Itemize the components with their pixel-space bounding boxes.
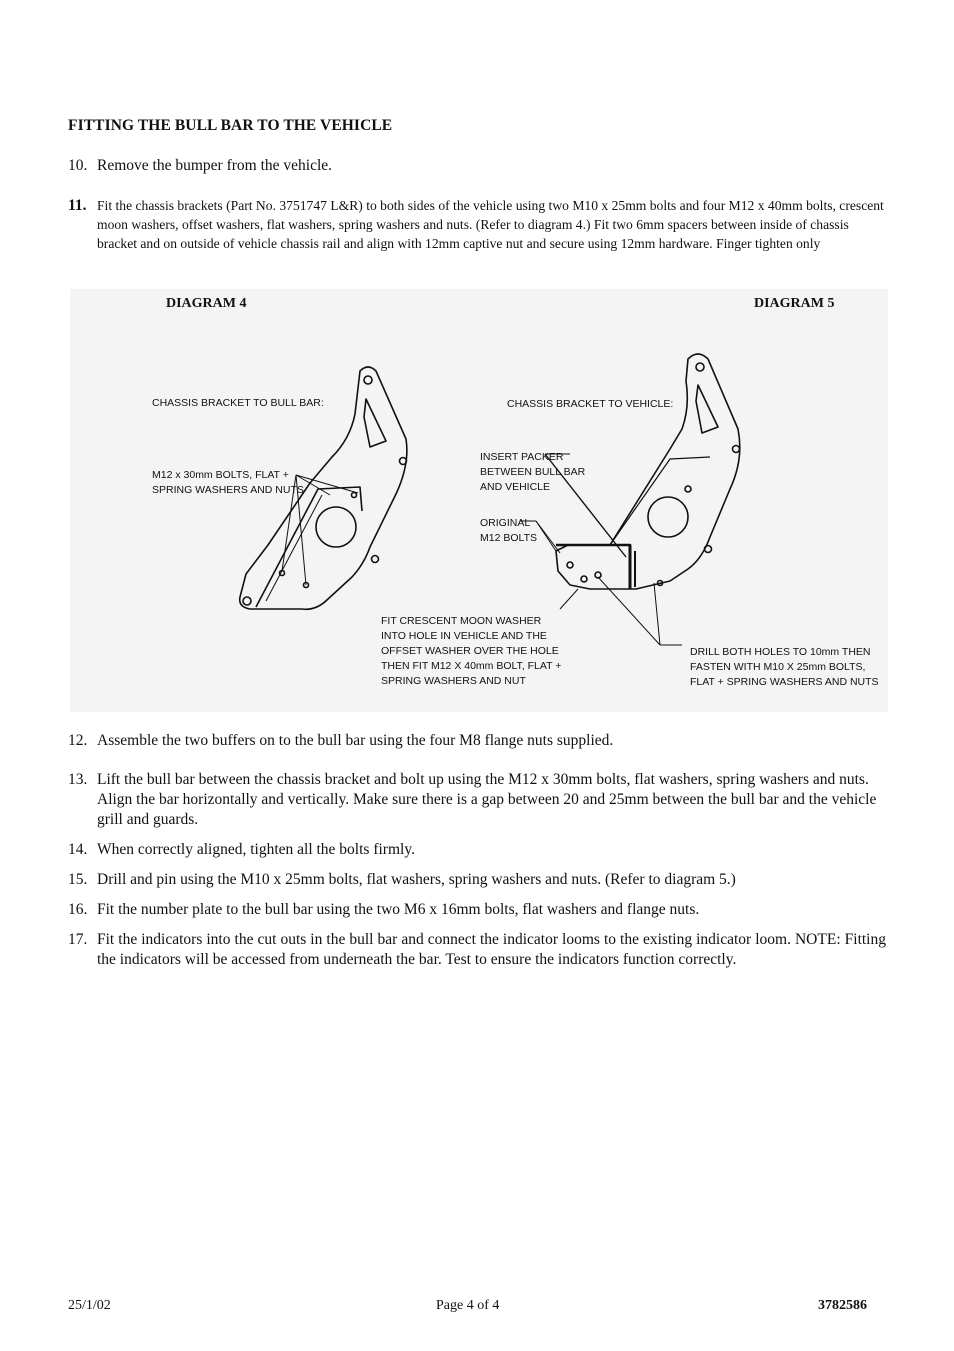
step-text: Lift the bull bar between the chassis bracket and bolt up using the M12 x 30mm bolts, flat washers, spring washers and nuts. Align the bar horizontally and vertically. Make sure there is a gap between 20 and 25mm between the bull bar and the vehicle grill and guards. bbox=[97, 771, 877, 828]
step-text: Fit the chassis brackets (Part No. 3751747 L&R) to both sides of the vehicle using two M10 x 25mm bolts and four M12 x 40mm bolts, crescent moon washers, offset washers, flat washers, spring washers and nuts. (Refer to diagram 4.) Fit two 6mm spacers between inside of chassis bracket and on outside of vehicle chassis rail and align with 12mm captive nut and secure using 12mm hardware. Finger tighten only bbox=[97, 198, 884, 251]
bracket-drawings bbox=[70, 289, 888, 712]
step-15 bbox=[68, 870, 886, 890]
callout-left-title: CHASSIS BRACKET TO BULL BAR: bbox=[152, 397, 324, 409]
callout-original-2: M12 BOLTS bbox=[480, 532, 537, 544]
step-number: 16. bbox=[68, 901, 88, 918]
step-13 bbox=[68, 770, 886, 830]
footer-date: 25/1/02 bbox=[68, 1298, 111, 1313]
step-text: Fit the number plate to the bull bar using the two M6 x 16mm bolts, flat washers and flange nuts. bbox=[97, 901, 700, 918]
diagram-5-bracket-inner bbox=[696, 385, 718, 433]
diagram-5-label: DIAGRAM 5 bbox=[754, 296, 835, 311]
step-10 bbox=[68, 156, 886, 176]
diagram-5-large-hole bbox=[648, 497, 688, 537]
diagram-5-hole-top bbox=[696, 363, 704, 371]
step-number: 10. bbox=[68, 157, 88, 174]
step-17 bbox=[68, 930, 886, 970]
step-text: Assemble the two buffers on to the bull bar using the four M8 flange nuts supplied. bbox=[97, 732, 614, 749]
callout-left-bolts-1: M12 x 30mm BOLTS, FLAT + bbox=[152, 469, 289, 481]
diagram-5-hole-right bbox=[733, 446, 740, 453]
step-12 bbox=[68, 731, 886, 751]
callout-packer-3: AND VEHICLE bbox=[480, 481, 551, 493]
step-16 bbox=[68, 900, 886, 920]
callout-crescent-3: OFFSET WASHER OVER THE HOLE bbox=[381, 645, 559, 657]
callout-drill-2: FASTEN WITH M10 X 25mm BOLTS, bbox=[690, 661, 866, 673]
footer-document-number: 3782586 bbox=[818, 1298, 867, 1313]
callout-packer-2: BETWEEN BULL BAR bbox=[480, 466, 586, 478]
step-number: 14. bbox=[68, 841, 88, 858]
step-number: 12. bbox=[68, 732, 88, 749]
step-number: 13. bbox=[68, 771, 88, 788]
callout-drill-3: FLAT + SPRING WASHERS AND NUTS bbox=[690, 676, 879, 688]
callout-drill-1: DRILL BOTH HOLES TO 10mm THEN bbox=[690, 646, 871, 658]
callout-crescent-5: SPRING WASHERS AND NUT bbox=[381, 675, 526, 687]
callout-crescent-2: INTO HOLE IN VEHICLE AND THE bbox=[381, 630, 547, 642]
step-text: When correctly aligned, tighten all the bolts firmly. bbox=[97, 841, 415, 858]
callout-crescent-1: FIT CRESCENT MOON WASHER bbox=[381, 615, 542, 627]
callout-packer-1: INSERT PACKER bbox=[480, 451, 564, 463]
installation-diagrams bbox=[70, 289, 888, 712]
section-heading: FITTING THE BULL BAR TO THE VEHICLE bbox=[68, 117, 393, 134]
diagram-4-hole-left bbox=[243, 597, 251, 605]
step-number: 17. bbox=[68, 931, 88, 948]
diagram-4-hole-top bbox=[364, 376, 372, 384]
diagram-4-bracket-inner bbox=[364, 399, 386, 447]
diagram-4-label: DIAGRAM 4 bbox=[166, 296, 247, 311]
step-text: Remove the bumper from the vehicle. bbox=[97, 157, 333, 174]
step-11 bbox=[68, 196, 886, 253]
diagram-4-large-hole bbox=[316, 507, 356, 547]
diagram-4-hole-lower bbox=[372, 556, 379, 563]
callout-left-bolts-2: SPRING WASHERS AND NUTS bbox=[152, 484, 304, 496]
callout-right-title: CHASSIS BRACKET TO VEHICLE: bbox=[507, 398, 674, 410]
footer-page-number: Page 4 of 4 bbox=[436, 1298, 500, 1313]
step-number: 15. bbox=[68, 871, 88, 888]
step-14 bbox=[68, 840, 886, 860]
step-text: Fit the indicators into the cut outs in the bull bar and connect the indicator looms to the existing indicator loom. NOTE: Fitting the indicators will be accessed from underneath the bar. Test to ensure the indicators function correctly. bbox=[97, 931, 886, 968]
step-number: 11. bbox=[68, 197, 87, 214]
step-text: Drill and pin using the M10 x 25mm bolts, flat washers, spring washers and nuts. (Refer to diagram 5.) bbox=[97, 871, 736, 888]
callout-original-1: ORIGINAL bbox=[480, 517, 531, 529]
callout-crescent-4: THEN FIT M12 X 40mm BOLT, FLAT + bbox=[381, 660, 562, 672]
